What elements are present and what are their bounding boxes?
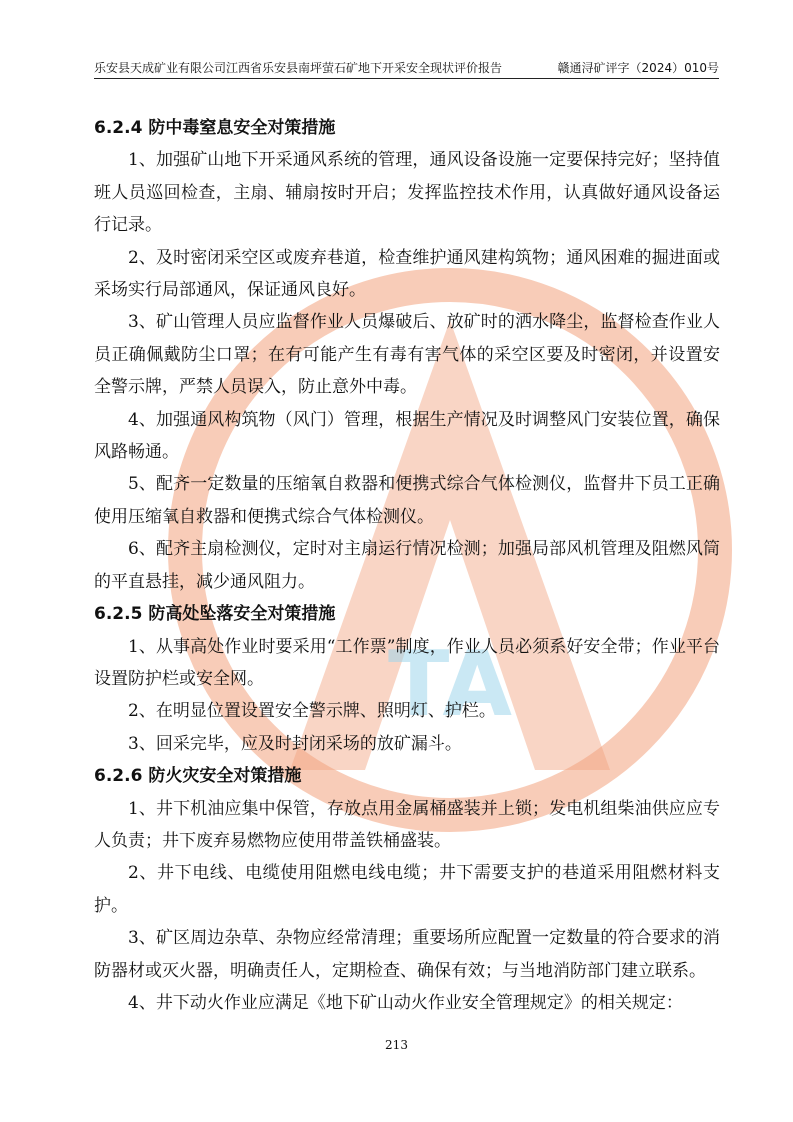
paragraph: 5、配齐一定数量的压缩氧自救器和便携式综合气体检测仪，监督井下员工正确使用压缩氧自救器和便携式综合气体检测仪。	[94, 474, 720, 527]
paragraph: 1、井下机油应集中保管，存放点用金属桶盛装并上锁；发电机组柴油供应应专人负责；井下废弃易燃物应使用带盖铁桶盛装。	[94, 798, 720, 851]
paragraph: 2、井下电线、电缆使用阻燃电线电缆；井下需要支护的巷道采用阻燃材料支护。	[94, 863, 720, 916]
paragraph: 1、从事高处作业时要采用“工作票”制度，作业人员必须系好安全带；作业平台设置防护栏或安全网。	[94, 636, 720, 689]
header-document-number: 赣通浔矿评字（2024）010号	[557, 60, 719, 75]
header-report-title: 乐安县天成矿业有限公司江西省乐安县南坪萤石矿地下开采安全现状评价报告	[94, 60, 503, 75]
paragraph: 2、及时密闭采空区或废弃巷道，检查维护通风建构筑物；通风困难的掘进面或采场实行局部通风，保证通风良好。	[94, 247, 720, 301]
paragraph: 3、回采完毕，应及时封闭采场的放矿漏斗。	[128, 733, 462, 754]
paragraph: 6、配齐主扇检测仪，定时对主扇运行情况检测；加强局部风机管理及阻燃风筒的平直悬挂，减少通风阻力。	[94, 539, 720, 592]
section-fire-prevention	[94, 760, 720, 1019]
paragraph: 4、加强通风构筑物（风门）管理，根据生产情况及时调整风门安装位置，确保风路畅通。	[94, 409, 720, 463]
page-number: 213	[385, 1038, 408, 1052]
paragraph: 3、矿山管理人员应监督作业人员爆破后、放矿时的洒水降尘，监督检查作业人员正确佩戴防尘口罩；在有可能产生有毒有害气体的采空区要及时密闭，并设置安全警示牌，严禁人员误入，防止意外中毒。	[94, 312, 720, 398]
paragraph: 4、井下动火作业应满足《地下矿山动火作业安全管理规定》的相关规定：	[128, 992, 683, 1013]
section-anti-poisoning	[94, 112, 720, 598]
paragraph: 3、矿区周边杂草、杂物应经常清理；重要场所应配置一定数量的符合要求的消防器材或灭火器，明确责任人，定期检查、确保有效；与当地消防部门建立联系。	[94, 928, 720, 981]
page-header	[94, 56, 719, 79]
document-body	[94, 112, 720, 1019]
section-fall-prevention	[94, 598, 720, 760]
paragraph: 1、加强矿山地下开采通风系统的管理，通风设备设施一定要保持完好；坚持值班人员巡回检查，主扇、辅扇按时开启；发挥监控技术作用，认真做好通风设备运行记录。	[94, 150, 720, 236]
watermark-letters-ta: TA	[387, 632, 513, 737]
section-heading: 6.2.6 防火灾安全对策措施	[94, 766, 302, 787]
section-heading: 6.2.5 防高处坠落安全对策措施	[94, 604, 336, 625]
paragraph: 2、在明显位置设置安全警示牌、照明灯、护栏。	[128, 701, 496, 722]
section-heading: 6.2.4 防中毒窒息安全对策措施	[94, 118, 336, 138]
